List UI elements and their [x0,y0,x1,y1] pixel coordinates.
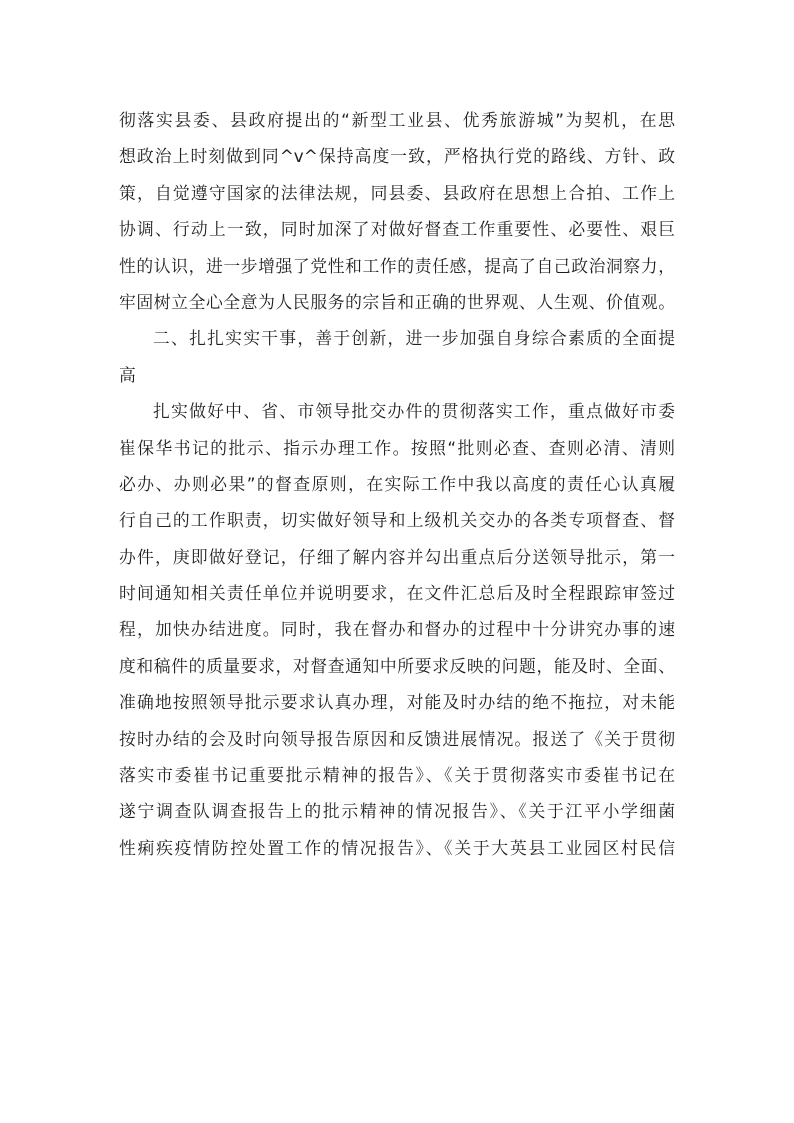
text-line: 协调、行动上一致，同时加深了对做好督查工作重要性、必要性、艰巨 [119,219,675,240]
text-line: 二、扎扎实实干事，善于创新，进一步加强自身综合素质的全面提 [153,328,675,349]
text-line: 扎实做好中、省、市领导批交办件的贯彻落实工作，重点做好市委 [153,401,675,422]
text-line: 办件，庚即做好登记，仔细了解内容并勾出重点后分送领导批示，第一 [119,546,675,567]
text-line: 性痢疾疫情防控处置工作的情况报告》、《关于大英县工业园区村民信 [119,837,675,858]
text-line: 高 [119,364,136,385]
text-line: 策，自觉遵守国家的法律法规，同县委、县政府在思想上合拍、工作上 [119,182,675,203]
text-line: 准确地按照领导批示要求认真办理，对能及时办结的绝不拖拉，对未能 [119,692,675,713]
text-line: 遂宁调查队调查报告上的批示精神的情况报告》、《关于江平小学细菌 [119,801,675,822]
text-line: 想政治上时刻做到同^v^保持高度一致，严格执行党的路线、方针、政 [119,146,675,167]
text-line: 落实市委崔书记重要批示精神的报告》、《关于贯彻落实市委崔书记在 [119,765,675,786]
document-body [119,102,675,866]
text-line: 按时办结的会及时向领导报告原因和反馈进展情况。报送了《关于贯彻 [119,728,675,749]
text-line: 程，加快办结进度。同时，我在督办和督办的过程中十分讲究办事的速 [119,619,675,640]
text-line: 度和稿件的质量要求，对督查通知中所要求反映的问题，能及时、全面、 [119,655,675,676]
text-line: 时间通知相关责任单位并说明要求，在文件汇总后及时全程跟踪审签过 [119,583,675,604]
text-line: 性的认识，进一步增强了党性和工作的责任感，提高了自己政治洞察力， [119,255,675,276]
text-line: 崔保华书记的批示、指示办理工作。按照“批则必查、查则必清、清则 [119,437,675,458]
text-line: 行自己的工作职责，切实做好领导和上级机关交办的各类专项督查、督 [119,510,675,531]
text-line: 牢固树立全心全意为人民服务的宗旨和正确的世界观、人生观、价值观。 [119,291,675,312]
text-line: 彻落实县委、县政府提出的“新型工业县、优秀旅游城”为契机，在思 [119,110,675,130]
text-line: 必办、办则必果”的督查原则，在实际工作中我以高度的责任心认真履 [119,473,675,494]
